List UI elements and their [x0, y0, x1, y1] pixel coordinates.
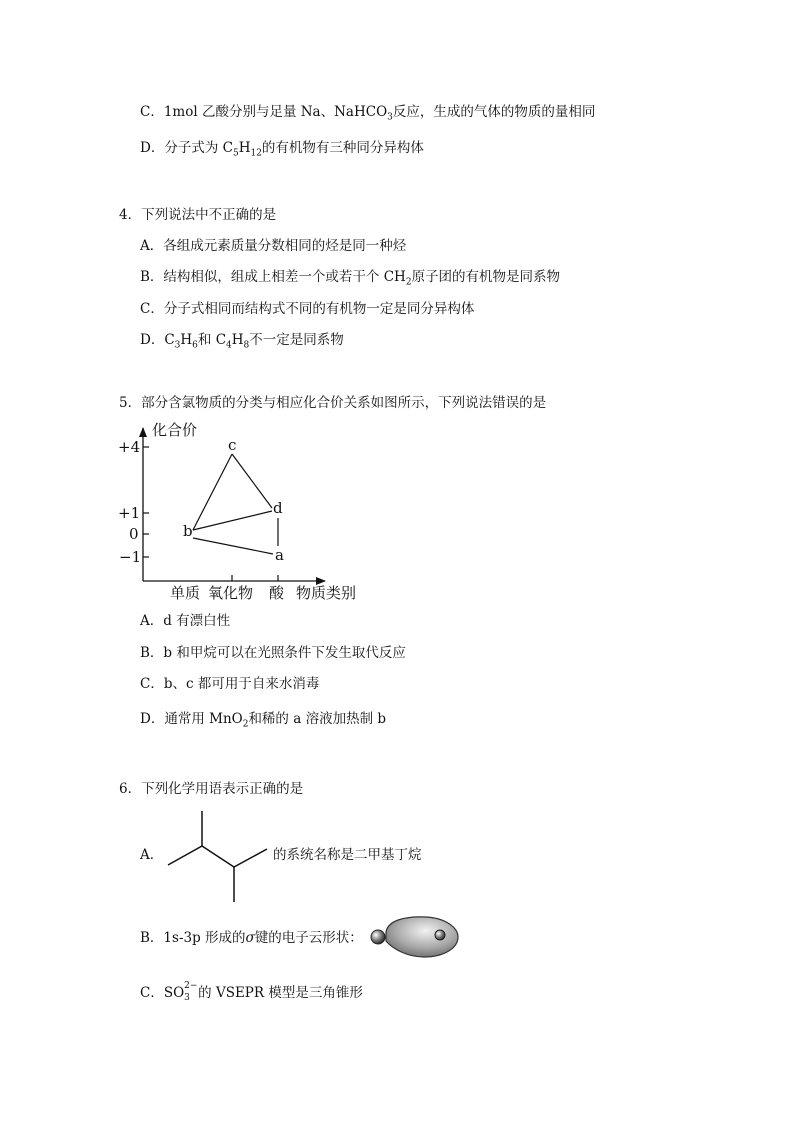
- q4-option-b: B．结构相似，组成上相差一个或若干个 $CH_2$原子团的有机物是同系物: [140, 269, 561, 288]
- q4-option-d: D．$C_3H_6$和 $C_4H_8$不一定是同系物: [140, 332, 344, 351]
- point-label-b: b: [183, 522, 193, 540]
- point-label-d: d: [273, 499, 283, 517]
- q5-stem: 5．部分含氯物质的分类与相应化合价关系如图所示，下列说法错误的是: [119, 395, 547, 411]
- q3-option-c: C．1mol 乙酸分别与足量 Na、NaHCO$_3$反应，生成的气体的物质的量相同: [140, 104, 596, 123]
- x-axis-label: 物质类别: [296, 584, 357, 602]
- ytick-label-1: +1: [118, 504, 141, 522]
- sigma-symbol: σ: [245, 930, 255, 946]
- xtick-label-oxide: 氧化物: [208, 584, 254, 602]
- point-label-c: c: [228, 436, 237, 454]
- edge-b-a: [193, 538, 273, 554]
- q6-option-b: B．1s-3p 形成的σ键的电子云形状：: [140, 930, 363, 946]
- q6-option-a-label: A．: [140, 847, 164, 863]
- q3-option-d: D．分子式为 $C_5H_{12}$的有机物有三种同分异构体: [140, 140, 424, 159]
- edge-c-d: [232, 454, 272, 508]
- skeletal-formula-dimethylbutane: [160, 806, 270, 906]
- electron-cloud-shape-icon: [366, 914, 462, 960]
- q6-option-a-text: 的系统名称是二甲基丁烷: [273, 847, 422, 863]
- ytick-label-neg1: −1: [119, 548, 142, 566]
- xtick-label-elemental: 单质: [170, 584, 201, 602]
- q5-option-a: A．d 有漂白性: [140, 613, 231, 629]
- q6-stem: 6．下列化学用语表示正确的是: [119, 781, 304, 797]
- q5-option-b: B．b 和甲烷可以在光照条件下发生取代反应: [140, 645, 406, 661]
- valence-category-graph: [110, 420, 380, 610]
- point-label-a: a: [275, 546, 284, 564]
- ytick-label-4: +4: [118, 438, 141, 456]
- xtick-label-acid: 酸: [269, 584, 285, 602]
- q6-option-c: C．SO 2− 3 的 VSEPR 模型是三角锥形: [140, 981, 363, 1003]
- q5-option-c: C．b、c 都可用于自来水消毒: [140, 676, 320, 692]
- q5-option-d: D．通常用 MnO$_2$和稀的 a 溶液加热制 b: [140, 711, 387, 730]
- q4-stem: 4．下列说法中不正确的是: [119, 207, 277, 223]
- edge-b-d: [193, 511, 272, 530]
- q4-option-c: C．分子式相同而结构式不同的有机物一定是同分异构体: [140, 301, 475, 317]
- edge-b-c: [193, 454, 232, 530]
- graph-canvas: [110, 420, 380, 610]
- y-axis-label: 化合价: [152, 421, 198, 439]
- ytick-label-0: 0: [129, 525, 139, 543]
- q4-option-a: A．各组成元素质量分数相同的烃是同一种烃: [140, 238, 407, 254]
